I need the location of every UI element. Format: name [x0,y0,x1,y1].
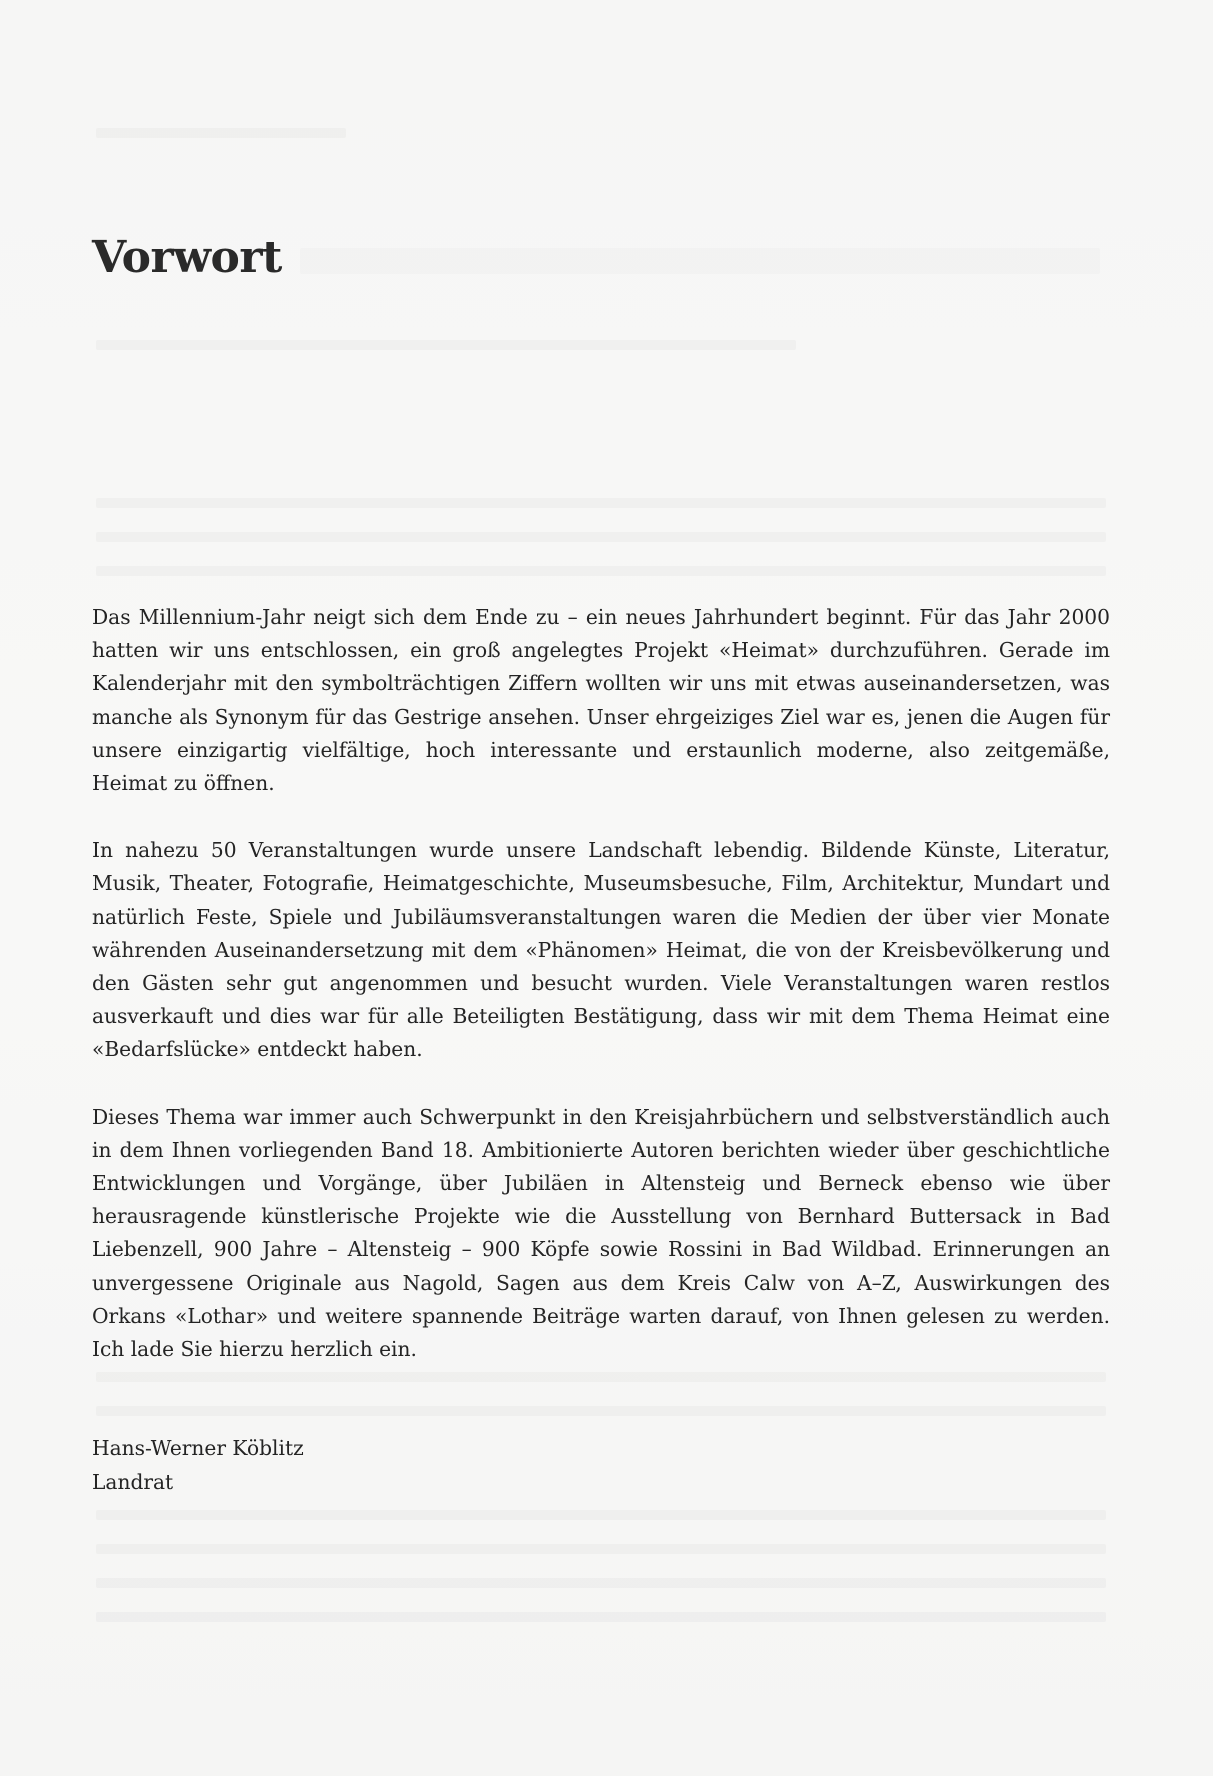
bleed-through-line [96,532,1106,542]
signature-block [92,1432,304,1499]
signature-name: Hans-Werner Köblitz [92,1436,304,1460]
bleed-through-line [96,1578,1106,1588]
bleed-through-line [96,1406,1106,1416]
bleed-through-line [96,566,1106,576]
bleed-through-line [96,1510,1106,1520]
bleed-through-line [96,1544,1106,1554]
bleed-through-line [96,1612,1106,1622]
signature-role: Landrat [92,1469,174,1494]
paragraph: Das Millennium-Jahr neigt sich dem Ende zu – ein neues Jahrhundert beginnt. Für das Jahr 2000 hatten wir uns entschlossen, ein groß angelegtes Projekt «Heimat» durchzuführen. Gerade im Kalenderjahr mit den symbolträchtigen Ziffern wollten wir uns mit etwas auseinandersetzen, was manche als Synonym für das Gestrige ansehen. Unser ehrgeiziges Ziel war es, jenen die Augen für unsere einzigartig vielfältige, hoch interessante und erstaunlich moderne, also zeitgemäße, Heimat zu öffnen. [92,605,1110,796]
page-title: Vorwort [92,232,282,283]
bleed-through-line [300,248,1100,274]
paragraph: In nahezu 50 Veranstaltungen wurde unsere Landschaft lebendig. Bildende Künste, Literatur, Musik, Theater, Fotografie, Heimatgeschichte, Museumsbesuche, Film, Architektur, Mundart und natürlich Feste, Spiele und Jubiläumsveranstaltungen waren die Medien der über vier Monate währenden Auseinandersetzung mit dem «Phänomen» Heimat, die von der Kreisbevölkerung und den Gästen sehr gut angenommen und besucht wurden. Viele Veranstaltungen waren restlos ausverkauft und dies war für alle Beteiligten Bestätigung, dass wir mit dem Thema Heimat eine «Bedarfslücke» entdeckt haben. [92,838,1110,1062]
paragraph: Dieses Thema war immer auch Schwerpunkt in den Kreisjahrbüchern und selbstverständlich auch in dem Ihnen vorliegenden Band 18. Ambitionierte Autoren berichten wieder über geschichtliche Entwicklungen und Vorgänge, über Jubiläen in Altensteig und Berneck ebenso wie über herausragende künstlerische Projekte wie die Ausstellung von Bernhard Buttersack in Bad Liebenzell, 900 Jahre – Altensteig – 900 Köpfe sowie Rossini in Bad Wildbad. Erinnerungen an unvergessene Originale aus Nagold, Sagen aus dem Kreis Calw von A–Z, Auswirkungen des Orkans «Lothar» und weitere spannende Beiträge warten darauf, von Ihnen gelesen zu werden. Ich lade Sie hierzu herzlich ein. [92,1104,1110,1362]
bleed-through-line [96,340,796,350]
bleed-through-line [96,498,1106,508]
body-text [92,601,1110,1400]
bleed-through-line [96,128,346,138]
